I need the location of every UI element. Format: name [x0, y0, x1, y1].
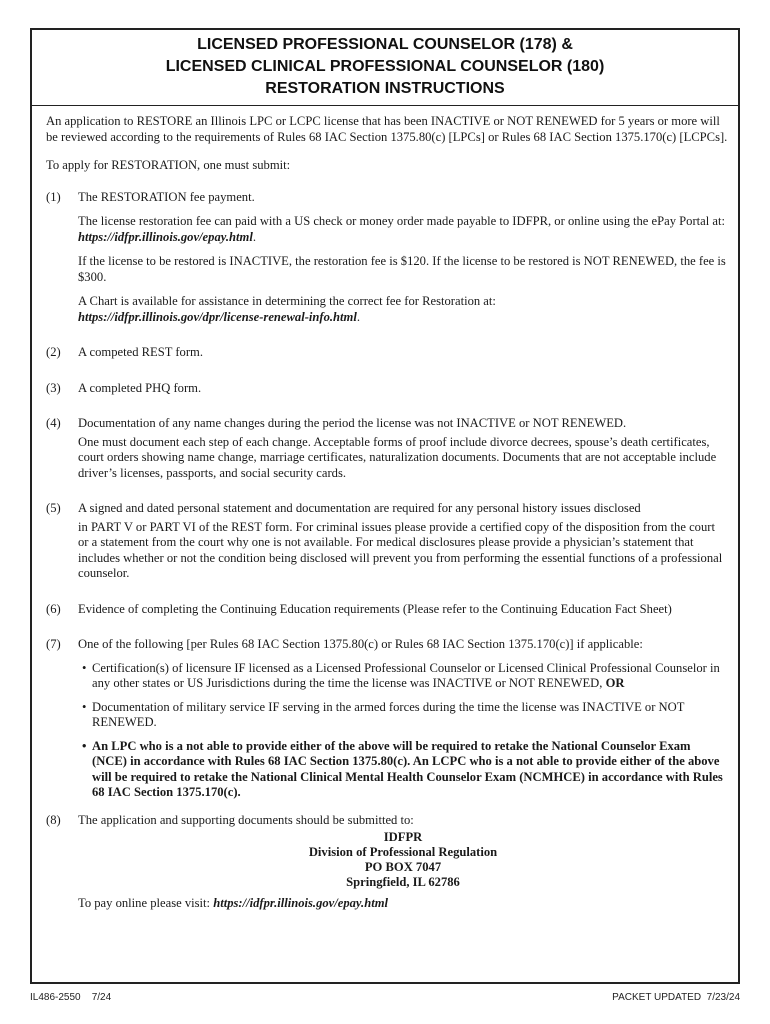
document-header [32, 30, 738, 106]
list-item-2 [46, 345, 728, 361]
list-item-6 [46, 602, 728, 618]
fee-chart-text: A Chart is available for assistance in determining the correct fee for Restoration at: [78, 294, 496, 308]
pay-online-text: To pay online please visit: [78, 896, 214, 910]
item-text: A signed and dated personal statement and documentation are required for any personal history issues disclosed [78, 501, 641, 515]
list-item-8 [46, 813, 728, 912]
bullet-military: • Documentation of military service IF serving in the armed forces during the time the license was INACTIVE or NOT RENEWED. [78, 700, 728, 731]
document-body [32, 106, 738, 912]
bullet-retake-exam: • An LPC who is a not able to provide either of the above will be required to retake the National Counselor Exam (NCE) in accordance with Rules 68 IAC Section 1375.80(c). An LCPC who is a not able to provide either of the above will be required to retake the National Clinical Mental Health Counselor Exam (NCMHCE) in accordance with Rules 68 IAC Section 1375.170(c). [78, 739, 728, 801]
item-number: (3) [46, 380, 61, 395]
item-number: (1) [46, 189, 61, 204]
fee-chart-paragraph [78, 294, 728, 325]
item-text: A competed REST form. [78, 345, 203, 359]
fee-payment-paragraph [78, 214, 728, 245]
address-line: Springfield, IL 62786 [346, 875, 460, 889]
item-number: (2) [46, 345, 61, 359]
address-line: PO BOX 7047 [364, 860, 442, 874]
item-text: A completed PHQ form. [78, 380, 202, 395]
fee-amount-paragraph: If the license to be restored is INACTIVE, the restoration fee is $120. If the license to be restored is NOT RENEWED, the fee is $300. [78, 254, 726, 284]
fee-chart-end: . [356, 309, 360, 324]
title-line-1: LICENSED PROFESSIONAL COUNSELOR (178) & [197, 36, 573, 53]
item-text: One of the following [per Rules 68 IAC Section 1375.80(c) or Rules 68 IAC Section 1375.170(c)] if applicable: [78, 637, 643, 651]
list-item-1 [46, 190, 728, 326]
item-number: (5) [46, 501, 61, 515]
mailing-address [78, 830, 728, 890]
or-label: OR [605, 676, 625, 690]
fee-payment-end: . [252, 229, 256, 244]
bullet-certification: • Certification(s) of licensure IF licensed as a Licensed Professional Counselor or Licensed Clinical Professional Counselor in any other states or US Jurisdictions during the time the license was INACTIVE or NOT RENEWED, OR [78, 661, 728, 692]
item-text: Evidence of completing the Continuing Education requirements (Please refer to the Continuing Education Fact Sheet) [78, 601, 672, 616]
list-item-4 [46, 416, 728, 481]
item-number: (8) [46, 812, 61, 827]
item-number: (4) [46, 416, 61, 430]
item-subtext: in PART V or PART VI of the REST form. For criminal issues please provide a certified copy of the disposition from the court or a statement from the court why one is not available. For medical disclosures please provide a physician’s statement that includes whether or not the condition being disclosed will prevent you from performing the essential functions of a professional counselor. [78, 519, 723, 580]
fee-payment-text: The license restoration fee can paid with a US check or money order made payable to IDFPR, or online using the ePay Portal at: [78, 214, 725, 228]
title-line-3: RESTORATION INSTRUCTIONS [265, 80, 505, 97]
item-text: Documentation of any name changes during the period the license was not INACTIVE or NOT RENEWED. [78, 416, 627, 430]
intro-paragraph: An application to RESTORE an Illinois LPC or LCPC license that has been INACTIVE or NOT RENEWED for 5 years or more will be reviewed according to the requirements of Rules 68 IAC Section 1375.80(c) [LPCs] or Rules 68 IAC Section 1375.170(c) [LCPCs]. [46, 114, 728, 144]
apply-heading: To apply for RESTORATION, one must submit: [46, 158, 291, 172]
title-line-2: LICENSED CLINICAL PROFESSIONAL COUNSELOR (180) [165, 58, 605, 75]
document-frame [30, 28, 740, 984]
address-line: IDFPR [383, 830, 423, 844]
item-text: The RESTORATION fee payment. [78, 189, 255, 204]
item-text: The application and supporting documents should be submitted to: [78, 812, 414, 827]
renewal-info-link[interactable]: https://idfpr.illinois.gov/dpr/license-renewal-info.html [78, 309, 357, 324]
list-item-5 [46, 501, 728, 582]
item-number: (6) [46, 601, 61, 616]
epay-link[interactable]: https://idfpr.illinois.gov/epay.html [78, 229, 253, 244]
list-item-3 [46, 381, 728, 397]
form-id: IL486-2550 7/24 [30, 992, 112, 1003]
page-footer [30, 992, 740, 1003]
requirement-bullets [78, 661, 728, 801]
item-number: (7) [46, 637, 61, 651]
pay-online-line [78, 896, 728, 912]
list-item-7 [46, 637, 728, 809]
packet-updated: PACKET UPDATED 7/23/24 [612, 992, 740, 1003]
address-line: Division of Professional Regulation [308, 845, 498, 859]
item-subtext: One must document each step of each change. Acceptable forms of proof include divorce decrees, spouse’s death certificates, court orders showing name change, marriage certificates, naturalization documents. Documents that are not acceptable include driver’s licenses, passports, and social security cards. [78, 434, 717, 480]
pay-online-link[interactable]: https://idfpr.illinois.gov/epay.html [213, 896, 388, 910]
